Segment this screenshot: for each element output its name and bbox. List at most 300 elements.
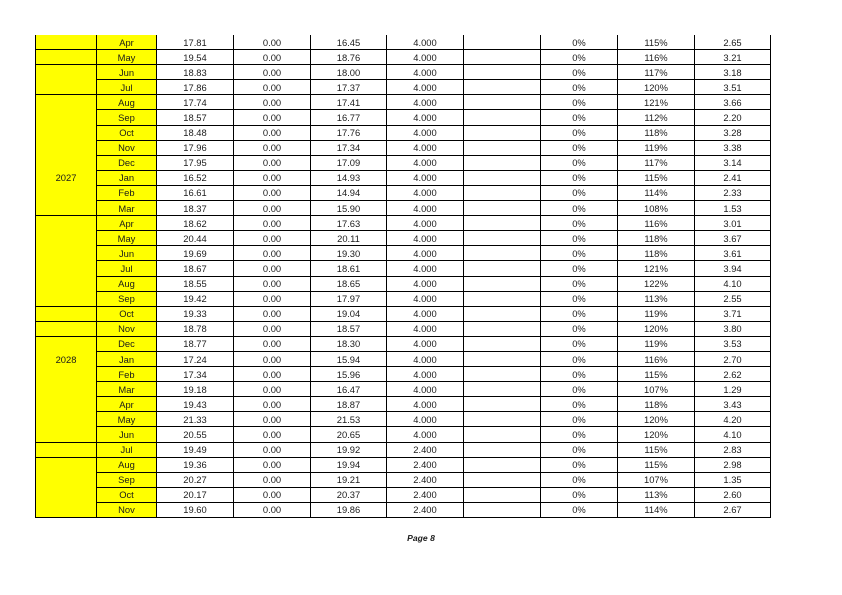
value-f-cell: 4.10	[695, 427, 771, 442]
page-number: Page 8	[407, 533, 435, 543]
value-c-cell: 15.96	[311, 367, 387, 382]
value-e-cell	[464, 125, 541, 140]
value-d-cell: 2.400	[387, 457, 464, 472]
value-e-cell	[464, 155, 541, 170]
value-b-cell: 0.00	[234, 35, 311, 50]
value-f-cell: 2.98	[695, 457, 771, 472]
year-cell	[36, 427, 97, 442]
value-b-cell: 0.00	[234, 140, 311, 155]
value-a-cell: 18.37	[157, 201, 234, 216]
value-e-cell	[464, 412, 541, 427]
value-a-cell: 20.27	[157, 472, 234, 487]
value-d-cell: 4.000	[387, 336, 464, 351]
month-cell: Sep	[97, 110, 157, 125]
value-b-cell: 0.00	[234, 336, 311, 351]
value-c-cell: 20.37	[311, 487, 387, 502]
month-cell: Jan	[97, 351, 157, 366]
value-d-cell: 4.000	[387, 170, 464, 185]
month-cell: Jul	[97, 80, 157, 95]
value-pct-cell: 0%	[541, 110, 618, 125]
year-cell	[36, 412, 97, 427]
value-pct-cell: 0%	[541, 246, 618, 261]
value-ratio-cell: 107%	[618, 472, 695, 487]
value-ratio-cell: 117%	[618, 155, 695, 170]
value-e-cell	[464, 487, 541, 502]
value-e-cell	[464, 95, 541, 110]
value-d-cell: 4.000	[387, 367, 464, 382]
table-row	[36, 140, 771, 155]
table-row	[36, 50, 771, 65]
value-f-cell: 2.62	[695, 367, 771, 382]
value-c-cell: 19.30	[311, 246, 387, 261]
year-cell	[36, 95, 97, 110]
value-c-cell: 20.65	[311, 427, 387, 442]
value-e-cell	[464, 397, 541, 412]
value-f-cell: 3.67	[695, 231, 771, 246]
value-e-cell	[464, 291, 541, 306]
month-cell: Jul	[97, 442, 157, 457]
value-c-cell: 19.92	[311, 442, 387, 457]
value-f-cell: 2.83	[695, 442, 771, 457]
value-e-cell	[464, 35, 541, 50]
value-ratio-cell: 120%	[618, 321, 695, 336]
value-ratio-cell: 112%	[618, 110, 695, 125]
value-pct-cell: 0%	[541, 367, 618, 382]
table-row	[36, 412, 771, 427]
year-cell	[36, 291, 97, 306]
value-b-cell: 0.00	[234, 382, 311, 397]
value-d-cell: 4.000	[387, 291, 464, 306]
year-cell	[36, 110, 97, 125]
value-pct-cell: 0%	[541, 185, 618, 200]
value-ratio-cell: 118%	[618, 246, 695, 261]
value-d-cell: 4.000	[387, 351, 464, 366]
table-row	[36, 472, 771, 487]
value-c-cell: 16.47	[311, 382, 387, 397]
value-f-cell: 3.80	[695, 321, 771, 336]
value-ratio-cell: 119%	[618, 140, 695, 155]
month-cell: Apr	[97, 397, 157, 412]
table-row	[36, 216, 771, 231]
value-pct-cell: 0%	[541, 35, 618, 50]
value-c-cell: 17.41	[311, 95, 387, 110]
year-cell	[36, 231, 97, 246]
table-row	[36, 185, 771, 200]
value-d-cell: 4.000	[387, 321, 464, 336]
value-a-cell: 19.36	[157, 457, 234, 472]
value-f-cell: 3.61	[695, 246, 771, 261]
value-pct-cell: 0%	[541, 125, 618, 140]
value-b-cell: 0.00	[234, 276, 311, 291]
value-f-cell: 2.20	[695, 110, 771, 125]
month-cell: May	[97, 231, 157, 246]
value-pct-cell: 0%	[541, 472, 618, 487]
value-a-cell: 18.57	[157, 110, 234, 125]
value-e-cell	[464, 276, 541, 291]
value-f-cell: 3.01	[695, 216, 771, 231]
year-cell	[36, 216, 97, 231]
value-d-cell: 4.000	[387, 50, 464, 65]
table-row	[36, 397, 771, 412]
value-d-cell: 4.000	[387, 261, 464, 276]
value-a-cell: 16.52	[157, 170, 234, 185]
value-f-cell: 3.14	[695, 155, 771, 170]
value-a-cell: 19.33	[157, 306, 234, 321]
value-f-cell: 3.28	[695, 125, 771, 140]
value-pct-cell: 0%	[541, 487, 618, 502]
value-c-cell: 17.37	[311, 80, 387, 95]
value-e-cell	[464, 367, 541, 382]
value-pct-cell: 0%	[541, 336, 618, 351]
value-a-cell: 16.61	[157, 185, 234, 200]
value-e-cell	[464, 321, 541, 336]
value-f-cell: 3.43	[695, 397, 771, 412]
value-b-cell: 0.00	[234, 442, 311, 457]
value-c-cell: 14.93	[311, 170, 387, 185]
value-f-cell: 1.29	[695, 382, 771, 397]
value-ratio-cell: 118%	[618, 231, 695, 246]
data-table	[35, 35, 771, 518]
value-a-cell: 17.95	[157, 155, 234, 170]
value-e-cell	[464, 442, 541, 457]
value-e-cell	[464, 457, 541, 472]
value-pct-cell: 0%	[541, 306, 618, 321]
value-e-cell	[464, 50, 541, 65]
value-d-cell: 4.000	[387, 306, 464, 321]
table-row	[36, 231, 771, 246]
year-cell	[36, 65, 97, 80]
value-a-cell: 18.62	[157, 216, 234, 231]
value-ratio-cell: 108%	[618, 201, 695, 216]
value-c-cell: 18.57	[311, 321, 387, 336]
value-pct-cell: 0%	[541, 80, 618, 95]
value-d-cell: 4.000	[387, 95, 464, 110]
value-e-cell	[464, 246, 541, 261]
year-cell	[36, 472, 97, 487]
value-f-cell: 3.53	[695, 336, 771, 351]
value-b-cell: 0.00	[234, 487, 311, 502]
value-a-cell: 17.86	[157, 80, 234, 95]
value-e-cell	[464, 351, 541, 366]
value-a-cell: 18.48	[157, 125, 234, 140]
year-cell	[36, 140, 97, 155]
year-cell: 2027	[36, 170, 97, 185]
table-row	[36, 261, 771, 276]
value-pct-cell: 0%	[541, 50, 618, 65]
month-cell: Nov	[97, 321, 157, 336]
value-f-cell: 2.67	[695, 502, 771, 517]
table-row	[36, 276, 771, 291]
value-e-cell	[464, 216, 541, 231]
value-a-cell: 18.83	[157, 65, 234, 80]
year-cell	[36, 50, 97, 65]
year-cell	[36, 502, 97, 517]
year-cell: 2028	[36, 351, 97, 366]
value-a-cell: 17.34	[157, 367, 234, 382]
value-pct-cell: 0%	[541, 95, 618, 110]
month-cell: Jul	[97, 261, 157, 276]
year-cell	[36, 306, 97, 321]
value-ratio-cell: 115%	[618, 457, 695, 472]
month-cell: Nov	[97, 140, 157, 155]
value-b-cell: 0.00	[234, 110, 311, 125]
value-c-cell: 18.65	[311, 276, 387, 291]
value-a-cell: 20.55	[157, 427, 234, 442]
value-pct-cell: 0%	[541, 291, 618, 306]
value-e-cell	[464, 80, 541, 95]
value-b-cell: 0.00	[234, 457, 311, 472]
value-b-cell: 0.00	[234, 231, 311, 246]
value-a-cell: 19.54	[157, 50, 234, 65]
value-a-cell: 18.67	[157, 261, 234, 276]
value-e-cell	[464, 472, 541, 487]
month-cell: Jun	[97, 246, 157, 261]
value-ratio-cell: 107%	[618, 382, 695, 397]
table-row	[36, 487, 771, 502]
year-cell	[36, 457, 97, 472]
value-ratio-cell: 121%	[618, 261, 695, 276]
value-a-cell: 17.81	[157, 35, 234, 50]
value-a-cell: 18.77	[157, 336, 234, 351]
value-d-cell: 4.000	[387, 216, 464, 231]
year-cell	[36, 367, 97, 382]
value-pct-cell: 0%	[541, 65, 618, 80]
year-cell	[36, 442, 97, 457]
value-ratio-cell: 117%	[618, 65, 695, 80]
value-c-cell: 17.34	[311, 140, 387, 155]
value-pct-cell: 0%	[541, 261, 618, 276]
value-f-cell: 3.18	[695, 65, 771, 80]
value-f-cell: 2.55	[695, 291, 771, 306]
value-pct-cell: 0%	[541, 351, 618, 366]
value-a-cell: 19.49	[157, 442, 234, 457]
value-e-cell	[464, 231, 541, 246]
value-b-cell: 0.00	[234, 291, 311, 306]
month-cell: May	[97, 412, 157, 427]
value-f-cell: 3.66	[695, 95, 771, 110]
year-cell	[36, 185, 97, 200]
month-cell: Jan	[97, 170, 157, 185]
table-row	[36, 382, 771, 397]
value-b-cell: 0.00	[234, 351, 311, 366]
value-pct-cell: 0%	[541, 427, 618, 442]
month-cell: Dec	[97, 155, 157, 170]
value-c-cell: 20.11	[311, 231, 387, 246]
value-c-cell: 15.94	[311, 351, 387, 366]
table-row	[36, 110, 771, 125]
month-cell: Dec	[97, 336, 157, 351]
value-d-cell: 4.000	[387, 80, 464, 95]
value-c-cell: 15.90	[311, 201, 387, 216]
value-d-cell: 2.400	[387, 502, 464, 517]
month-cell: Aug	[97, 276, 157, 291]
table-row	[36, 170, 771, 185]
value-d-cell: 4.000	[387, 140, 464, 155]
table-row	[36, 502, 771, 517]
value-e-cell	[464, 140, 541, 155]
value-e-cell	[464, 65, 541, 80]
value-e-cell	[464, 427, 541, 442]
month-cell: Oct	[97, 125, 157, 140]
table-row	[36, 155, 771, 170]
value-c-cell: 17.97	[311, 291, 387, 306]
value-ratio-cell: 120%	[618, 427, 695, 442]
year-cell	[36, 382, 97, 397]
value-d-cell: 2.400	[387, 442, 464, 457]
month-cell: Apr	[97, 216, 157, 231]
value-b-cell: 0.00	[234, 261, 311, 276]
value-pct-cell: 0%	[541, 140, 618, 155]
value-a-cell: 17.96	[157, 140, 234, 155]
value-d-cell: 4.000	[387, 276, 464, 291]
value-f-cell: 2.33	[695, 185, 771, 200]
value-a-cell: 19.18	[157, 382, 234, 397]
year-cell	[36, 276, 97, 291]
value-a-cell: 19.43	[157, 397, 234, 412]
month-cell: Aug	[97, 95, 157, 110]
month-cell: Mar	[97, 201, 157, 216]
value-c-cell: 18.61	[311, 261, 387, 276]
value-c-cell: 21.53	[311, 412, 387, 427]
value-b-cell: 0.00	[234, 170, 311, 185]
value-pct-cell: 0%	[541, 397, 618, 412]
value-ratio-cell: 120%	[618, 412, 695, 427]
value-c-cell: 17.76	[311, 125, 387, 140]
value-c-cell: 19.04	[311, 306, 387, 321]
value-ratio-cell: 114%	[618, 185, 695, 200]
year-cell	[36, 397, 97, 412]
value-ratio-cell: 115%	[618, 442, 695, 457]
value-pct-cell: 0%	[541, 457, 618, 472]
value-b-cell: 0.00	[234, 155, 311, 170]
value-ratio-cell: 121%	[618, 95, 695, 110]
table-row	[36, 367, 771, 382]
table-row	[36, 95, 771, 110]
table-row	[36, 336, 771, 351]
value-f-cell: 3.21	[695, 50, 771, 65]
month-cell: Nov	[97, 502, 157, 517]
value-c-cell: 19.94	[311, 457, 387, 472]
value-c-cell: 18.30	[311, 336, 387, 351]
value-a-cell: 19.42	[157, 291, 234, 306]
table-row	[36, 35, 771, 50]
value-b-cell: 0.00	[234, 95, 311, 110]
value-c-cell: 18.76	[311, 50, 387, 65]
value-e-cell	[464, 306, 541, 321]
month-cell: Jun	[97, 65, 157, 80]
value-a-cell: 17.74	[157, 95, 234, 110]
value-d-cell: 4.000	[387, 427, 464, 442]
value-c-cell: 16.45	[311, 35, 387, 50]
year-cell	[36, 35, 97, 50]
value-c-cell: 17.09	[311, 155, 387, 170]
value-pct-cell: 0%	[541, 231, 618, 246]
value-ratio-cell: 115%	[618, 170, 695, 185]
value-ratio-cell: 120%	[618, 80, 695, 95]
value-f-cell: 3.94	[695, 261, 771, 276]
year-cell	[36, 201, 97, 216]
value-c-cell: 17.63	[311, 216, 387, 231]
value-ratio-cell: 113%	[618, 487, 695, 502]
value-e-cell	[464, 185, 541, 200]
value-a-cell: 17.24	[157, 351, 234, 366]
month-cell: Sep	[97, 291, 157, 306]
value-d-cell: 4.000	[387, 246, 464, 261]
table-row	[36, 442, 771, 457]
value-b-cell: 0.00	[234, 306, 311, 321]
value-b-cell: 0.00	[234, 427, 311, 442]
value-ratio-cell: 116%	[618, 216, 695, 231]
table-row	[36, 427, 771, 442]
value-d-cell: 4.000	[387, 35, 464, 50]
value-e-cell	[464, 261, 541, 276]
table-row	[36, 291, 771, 306]
value-d-cell: 4.000	[387, 65, 464, 80]
value-f-cell: 2.70	[695, 351, 771, 366]
value-a-cell: 18.78	[157, 321, 234, 336]
value-b-cell: 0.00	[234, 216, 311, 231]
value-d-cell: 4.000	[387, 125, 464, 140]
value-b-cell: 0.00	[234, 125, 311, 140]
value-ratio-cell: 118%	[618, 125, 695, 140]
value-c-cell: 16.77	[311, 110, 387, 125]
value-e-cell	[464, 170, 541, 185]
month-cell: May	[97, 50, 157, 65]
table-row	[36, 246, 771, 261]
year-cell	[36, 80, 97, 95]
value-c-cell: 14.94	[311, 185, 387, 200]
month-cell: Aug	[97, 457, 157, 472]
value-b-cell: 0.00	[234, 201, 311, 216]
value-d-cell: 2.400	[387, 487, 464, 502]
value-d-cell: 2.400	[387, 472, 464, 487]
table-row	[36, 306, 771, 321]
value-pct-cell: 0%	[541, 382, 618, 397]
value-pct-cell: 0%	[541, 216, 618, 231]
month-cell: Sep	[97, 472, 157, 487]
value-ratio-cell: 113%	[618, 291, 695, 306]
table-row	[36, 65, 771, 80]
value-b-cell: 0.00	[234, 246, 311, 261]
value-a-cell: 19.60	[157, 502, 234, 517]
value-b-cell: 0.00	[234, 502, 311, 517]
value-ratio-cell: 119%	[618, 336, 695, 351]
value-f-cell: 1.35	[695, 472, 771, 487]
value-f-cell: 3.38	[695, 140, 771, 155]
month-cell: Feb	[97, 367, 157, 382]
value-b-cell: 0.00	[234, 397, 311, 412]
value-a-cell: 19.69	[157, 246, 234, 261]
value-d-cell: 4.000	[387, 397, 464, 412]
table-row	[36, 201, 771, 216]
value-f-cell: 1.53	[695, 201, 771, 216]
table-row	[36, 80, 771, 95]
value-pct-cell: 0%	[541, 276, 618, 291]
value-ratio-cell: 122%	[618, 276, 695, 291]
value-b-cell: 0.00	[234, 367, 311, 382]
value-a-cell: 20.17	[157, 487, 234, 502]
month-cell: Jun	[97, 427, 157, 442]
value-e-cell	[464, 382, 541, 397]
year-cell	[36, 336, 97, 351]
value-d-cell: 4.000	[387, 201, 464, 216]
table-row	[36, 125, 771, 140]
value-b-cell: 0.00	[234, 65, 311, 80]
value-f-cell: 3.71	[695, 306, 771, 321]
month-cell: Oct	[97, 487, 157, 502]
month-cell: Oct	[97, 306, 157, 321]
value-ratio-cell: 116%	[618, 50, 695, 65]
